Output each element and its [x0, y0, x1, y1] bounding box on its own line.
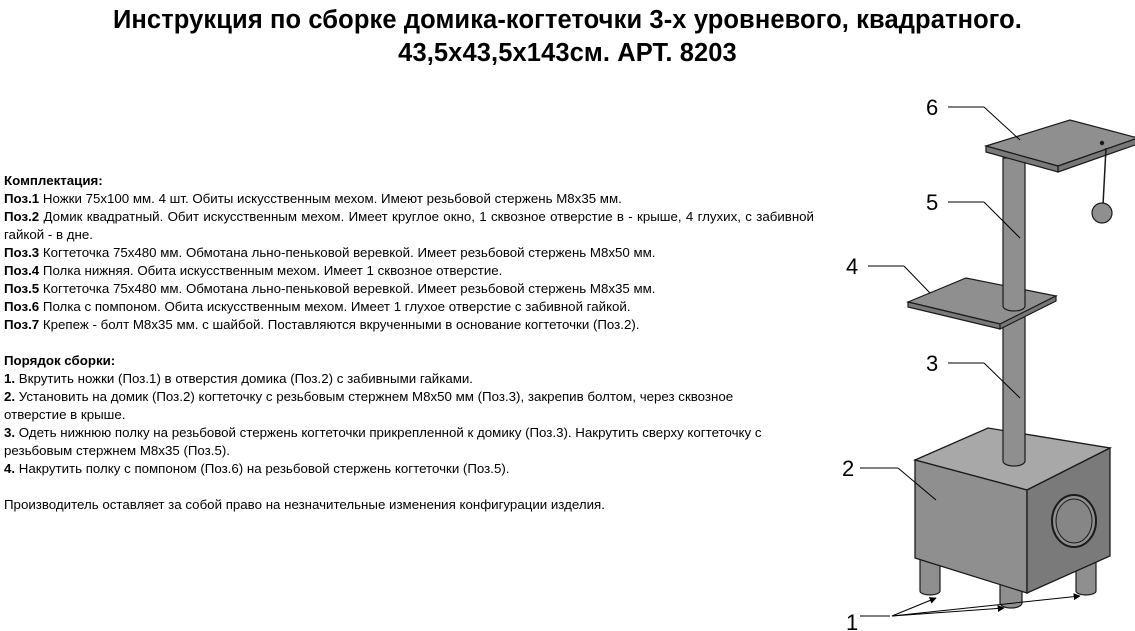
upper-post [1003, 158, 1025, 311]
kit-item: Поз.6 Полка с помпоном. Обита искусственным мехом. Имеет 1 глухое отверстие с забивной гайкой. [4, 299, 631, 314]
disclaimer: Производитель оставляет за собой право на незначительные изменения конфигурации изделия. [4, 497, 605, 512]
assembly-step: 4. Накрутить полку с помпоном (Поз.6) на резьбовой стержень когтеточки (Поз.5). [4, 461, 510, 476]
top-shelf-hole [1100, 141, 1103, 144]
cat-tree-diagram [820, 88, 1135, 631]
title-line-2: 43,5х43,5х143см. АРТ. 8203 [398, 39, 737, 67]
label-6: 6 [926, 95, 939, 120]
assembly-step: 3. Одеть нижнюю полку на резьбовой стержень когтеточки прикрепленной к домику (Поз.3). Накрутить сверху когтеточку с резьбовым стержнем М8х35 (Поз.5). [4, 425, 762, 458]
kit-item: Поз.5 Когтеточка 75х480 мм. Обмотана льно-пеньковой веревкой. Имеет резьбовой стержень М8х35 мм. [4, 281, 656, 296]
kit-heading: Комплектация: [4, 173, 103, 188]
label-2: 2 [842, 456, 855, 481]
instructions-text [4, 172, 814, 514]
title-line-1: Инструкция по сборке домика-когтеточки 3-х уровневого, квадратного. [112, 6, 1022, 34]
house-window-inner [1056, 499, 1092, 543]
kit-item: Поз.2 Домик квадратный. Обит искусственным мехом. Имеет круглое окно, 1 сквозное отверстие в - крыше, 4 глухих, с забивной гайкой - в дне. [4, 209, 814, 242]
label-1: 1 [846, 610, 859, 631]
kit-item: Поз.3 Когтеточка 75х480 мм. Обмотана льно-пеньковой веревкой. Имеет резьбовой стержень М8х50 мм. [4, 245, 656, 260]
label-4: 4 [846, 254, 859, 279]
kit-item: Поз.7 Крепеж - болт М8х35 мм. с шайбой. Поставляются вкрученными в основание когтеточки (Поз.2). [4, 317, 640, 332]
label-3: 3 [926, 351, 939, 376]
cat-tree-drawing [820, 88, 1135, 631]
kit-item: Поз.4 Полка нижняя. Обита искусственным мехом. Имеет 1 сквозное отверстие. [4, 263, 503, 278]
lower-post [1003, 310, 1025, 466]
assembly-step: 2. Установить на домик (Поз.2) когтеточку с резьбовым стержнем М8х50 мм (Поз.3), закрепив болтом, через сквозное отверстие в крыше. [4, 389, 734, 422]
page-title [0, 4, 1135, 70]
pompom [1092, 203, 1112, 223]
assembly-heading: Порядок сборки: [4, 353, 116, 368]
label-5: 5 [926, 190, 939, 215]
kit-item: Поз.1 Ножки 75х100 мм. 4 шт. Обиты искусственным мехом. Имеют резьбовой стержень М8х35 мм. [4, 191, 622, 206]
assembly-step: 1. Вкрутить ножки (Поз.1) в отверстия домика (Поз.2) с забивными гайками. [4, 371, 473, 386]
lower-shelf [908, 278, 1056, 329]
